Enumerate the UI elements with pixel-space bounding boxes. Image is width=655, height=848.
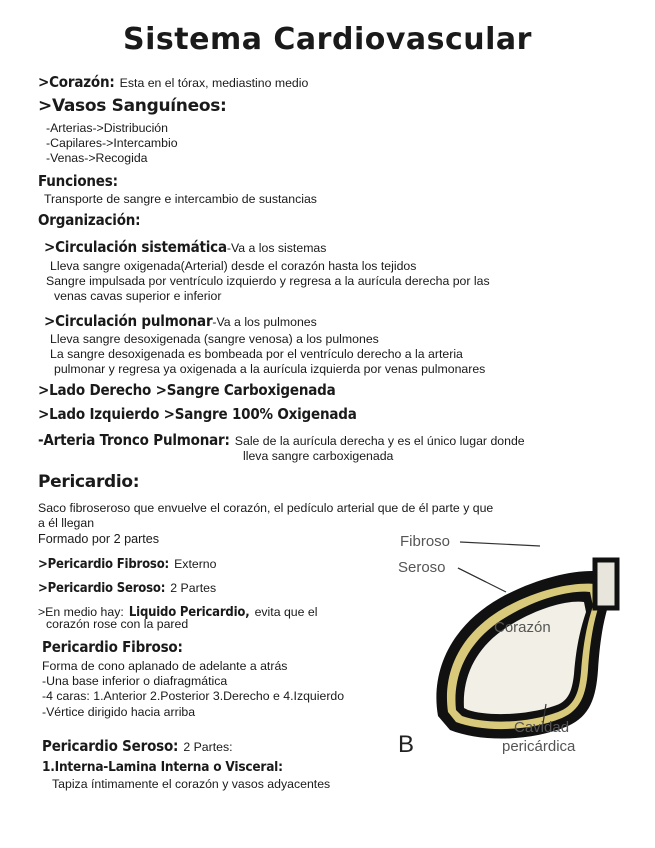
pericardium-illustration	[390, 520, 652, 770]
pericardium-diagram	[390, 520, 652, 770]
vasos-item-capilares: -Capilares->Intercambio	[46, 136, 178, 150]
seroso-heading: Pericardio Seroso:	[42, 737, 179, 755]
pericardio-partes: Formado por 2 partes	[38, 532, 160, 546]
pericardio-seroso-line	[38, 577, 216, 596]
lado-derecho: >Lado Derecho >Sangre Carboxigenada	[38, 381, 336, 399]
pulmonar-line-2: La sangre desoxigenada es bombeada por el ventrículo derecho a la arteria	[50, 347, 463, 361]
sistematica-line-2: Sangre impulsada por ventrículo izquierdo y regresa a la aurícula derecha por las	[46, 274, 490, 288]
diagram-label-seroso: Seroso	[398, 559, 446, 576]
pericardio-fibroso-line	[38, 553, 217, 572]
diagram-label-corazon: Corazón	[494, 619, 551, 636]
fibroso-line-2: -Una base inferior o diafragmática	[42, 674, 228, 688]
funciones-text: Transporte de sangre e intercambio de sustancias	[44, 192, 317, 206]
corazon-line	[38, 72, 308, 91]
pericardio-heading: Pericardio:	[38, 472, 140, 492]
pulmonar-heading: >Circulación pulmonar	[44, 312, 213, 330]
fibroso-heading: Pericardio Fibroso:	[42, 638, 183, 656]
vasos-item-arterias: -Arterias->Distribución	[46, 121, 168, 135]
seroso-text: 2 Partes:	[183, 740, 233, 754]
pulmonar-sub: -Va a los pulmones	[212, 315, 317, 329]
pericardio-fibroso-text: Externo	[174, 557, 217, 571]
vasos-heading: >Vasos Sanguíneos:	[38, 96, 227, 116]
sistematica-sub: -Va a los sistemas	[226, 241, 327, 255]
fibroso-line-3: -4 caras: 1.Anterior 2.Posterior 3.Derecho e 4.Izquierdo	[42, 689, 345, 703]
diagram-label-cavidad-2: pericárdica	[502, 738, 576, 755]
pulmonar-line-1: Lleva sangre desoxigenada (sangre venosa) a los pulmones	[50, 332, 379, 346]
pericardio-medio-line-2: corazón rose con la pared	[46, 617, 189, 631]
lado-izquierdo: >Lado Izquierdo >Sangre 100% Oxigenada	[38, 405, 357, 423]
arteria-text-2: lleva sangre carboxigenada	[243, 449, 394, 463]
funciones-heading: Funciones:	[38, 172, 118, 190]
pulmonar-line-3: pulmonar y regresa ya oxigenada a la aurícula izquierda por venas pulmonares	[54, 362, 486, 376]
arteria-heading: -Arteria Tronco Pulmonar:	[38, 431, 230, 449]
arteria-line	[38, 430, 525, 449]
diagram-label-b: B	[398, 731, 415, 758]
fibroso-line-1: Forma de cono aplanado de adelante a atrás	[42, 659, 288, 673]
organizacion-heading: Organización:	[38, 211, 141, 229]
sistematica-line-3: venas cavas superior e inferior	[54, 289, 222, 303]
pulmonar-line	[44, 311, 317, 330]
corazon-heading: >Corazón:	[38, 73, 115, 91]
pericardio-desc-2: a él llegan	[38, 516, 95, 530]
seroso-line	[42, 736, 233, 755]
pericardio-fibroso-heading: >Pericardio Fibroso:	[38, 557, 170, 572]
diagram-label-fibroso: Fibroso	[400, 533, 451, 550]
pericardio-seroso-text: 2 Partes	[170, 581, 217, 595]
fibroso-leader	[460, 542, 540, 546]
pericardio-desc-1: Saco fibroseroso que envuelve el corazón, el pedículo arterial que de él parte y que	[38, 501, 494, 515]
sistematica-line	[44, 237, 326, 256]
diagram-label-cavidad-1: Cavidad	[514, 719, 570, 736]
vasos-item-venas: -Venas->Recogida	[46, 151, 148, 165]
arteria-text-1: Sale de la aurícula derecha y es el único lugar donde	[234, 434, 525, 448]
seroso-leader-2	[458, 568, 506, 592]
seroso-sub-text: Tapiza íntimamente el corazón y vasos adyacentes	[52, 777, 331, 791]
pericardio-seroso-heading: >Pericardio Seroso:	[38, 581, 166, 596]
pericardio-medio-heading: Liquido Pericardio,	[128, 605, 250, 620]
pericardio-medio-post: evita que el	[254, 605, 318, 619]
page-title: Sistema Cardiovascular	[123, 22, 532, 57]
vessel-shape	[595, 560, 617, 608]
seroso-sub-heading: 1.Interna-Lamina Interna o Visceral:	[42, 759, 283, 775]
fibroso-line-4: -Vértice dirigido hacia arriba	[42, 705, 196, 719]
sistematica-heading: >Circulación sistemática	[44, 238, 227, 256]
corazon-text: Esta en el tórax, mediastino medio	[119, 76, 309, 90]
sistematica-line-1: Lleva sangre oxigenada(Arterial) desde el corazón hasta los tejidos	[50, 259, 417, 273]
pericardio-medio-pre: >En medio hay:	[38, 605, 124, 619]
